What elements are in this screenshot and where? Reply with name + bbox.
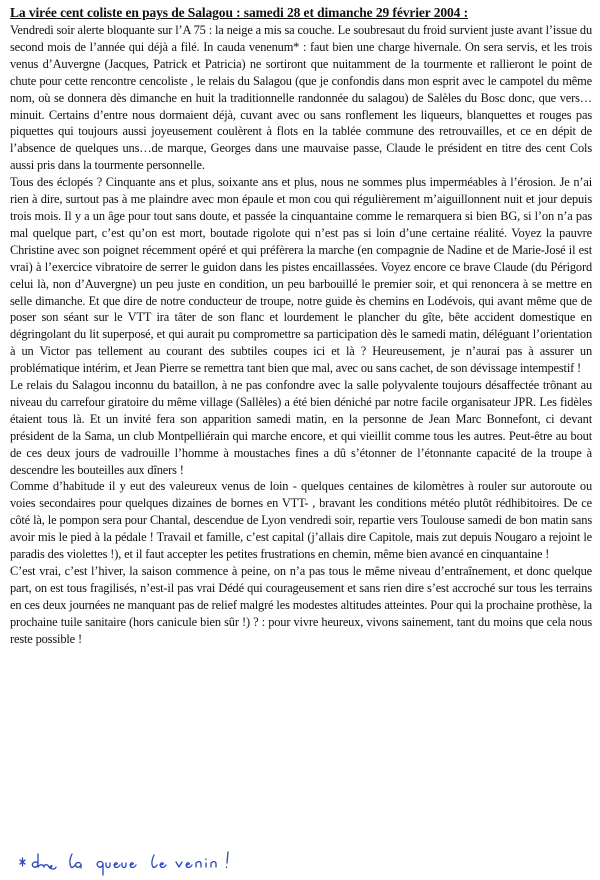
document-title: La virée cent coliste en pays de Salagou : samedi 28 et dimanche 29 février 2004 : [10, 5, 468, 20]
paragraph-5: C’est vrai, c’est l’hiver, la saison commence à peine, on n’a pas tous le même niveau d’entraînement, et donc quelque part, on est tous fragilisés, n’est-il pas vrai Dédé qui courageusement et sans rien dire s’est accroché sur tous les terrains en ces deux journées ne manquant pas de relief malgré les modestes altitudes atteintes. Pour qui la prochaine prothèse, la prochaine tuile sanitaire (hors canicule bien sûr !) ? : pour vivre heureux, vivons sainement, tant du moins que cela nous reste possible ! [10, 564, 592, 646]
paragraph-2: Tous des éclopés ? Cinquante ans et plus, soixante ans et plus, nous ne sommes plus imperméables à l’érosion. Je n’ai rien à dire, surtout pas à me plaindre avec mon épaule et mon cou qui régulièrement m’aiguillonnent nuit et jour depuis trois mois. Il y a un âge pour tout sans doute, et passée la cinquantaine comme le remarquera si bien BG, si l’on n’a pas mal quelque part, c’est qu’on est mort, boutade rigolote qui n’est pas si loin d’une certaine réalité. Voyez la pauvre Christine avec son poignet récemment opéré et qui préfèrera la marche (en compagnie de Nadine et de Marie-José il est vrai) à l’exercice vibratoire de serrer le guidon dans les pistes encaillassées. Voyez encore ce brave Claude (du Périgord celui là, non d’Auvergne) un peu juste en condition, un peu barbouillé le premier soir, et qui renoncera à se mettre en selle dimanche. Et que dire de notre conducteur de troupe, notre guide ès chemins en Lodévois, qui avant même que de poser son séant sur le VTT ira tâter de son flanc et lourdement le plancher du gîte, bête accident domestique en dégringolant du lit superposé, et qui aurait pu compromettre sa participation dès le samedi matin, déléguant l’orientation à un Victor pas tellement au courant des subtiles coupes ici et là ? Heureusement, je n’aurai pas à assurer un problématique intérim, et Jean Pierre se remettra tant bien que mal, avec ou sans cachet, de son dévissage intempestif ! [10, 175, 592, 376]
handwritten-footnote [14, 846, 314, 876]
paragraph-1: Vendredi soir alerte bloquante sur l’A 75 : la neige a mis sa couche. Le soubresaut du froid survient juste avant l’issue du second mois de l’année qui déjà a filé. In cauda venenum* : faut bien une charge hivernale. On sera servis, et les trois venus d’Auvergne (Jacques, Patrick et Patricia) ne sortiront que nuitamment de la tourmente et rallieront le point de chute pour cette rencontre cencoliste , le relais du Salagou (que je confondis dans mon esprit avec le campotel du même nom, où se donnera dès dimanche en huit la traditionnelle randonnée du salagou) de Salèles du Bosc donc, que vers…minuit. Certains d’entre nous dormaient déjà, cuvant avec ou sans ronflement les liqueurs, blanquettes et rouges pas piquettes qui toujours aussi joyeusement coulèrent à flots en la tablée commune des retrouvailles, et ce en dépit de l’absence de quelques uns…de marque, Georges dans une mauvaise passe, Claude le président en titre des cent Cols aussi pris dans la tourmente personnelle. [10, 23, 592, 173]
paragraph-4: Comme d’habitude il y eut des valeureux venus de loin - quelques centaines de kilomètres à rouler sur autoroute ou voies secondaires pour quelques dizaines de bornes en VTT- , bravant les conditions météo plutôt rédhibitoires. De ce côté là, le pompon sera pour Chantal, descendue de Lyon vendredi soir, repartie vers Toulouse samedi de bon matin sans avoir mis le pied à la pédale ! Travail et famille, c’est capital (j’allais dire Capitole, mais zut depuis Nougaro a rejoint le paradis des violettes !), et il faut accepter les petites frustrations en chemin, même bien avancé en cinquantaine ! [10, 479, 592, 562]
document-page [10, 5, 592, 648]
handwritten-footnote-ink [20, 852, 228, 875]
paragraph-3: Le relais du Salagou inconnu du bataillon, à ne pas confondre avec la salle polyvalente toujours désaffectée trônant au niveau du carrefour giratoire du même village (Sallèles) a été bien déniché par notre facile organisateur JPR. Les fidèles étaient tous là. Et un invité fera son apparition samedi matin, en la personne de Jean Marc Bonnefont, ci devant président de la Sama, un club Montpelliérain qui marche encore, et qui vieillit comme tous les autres. Peut-être au bout de ces deux jours de vadrouille l’homme à moustaches fines a dû s’étonner de l’étonnante capacité de la troupe à descendre les bouteilles aux dîners ! [10, 378, 592, 477]
